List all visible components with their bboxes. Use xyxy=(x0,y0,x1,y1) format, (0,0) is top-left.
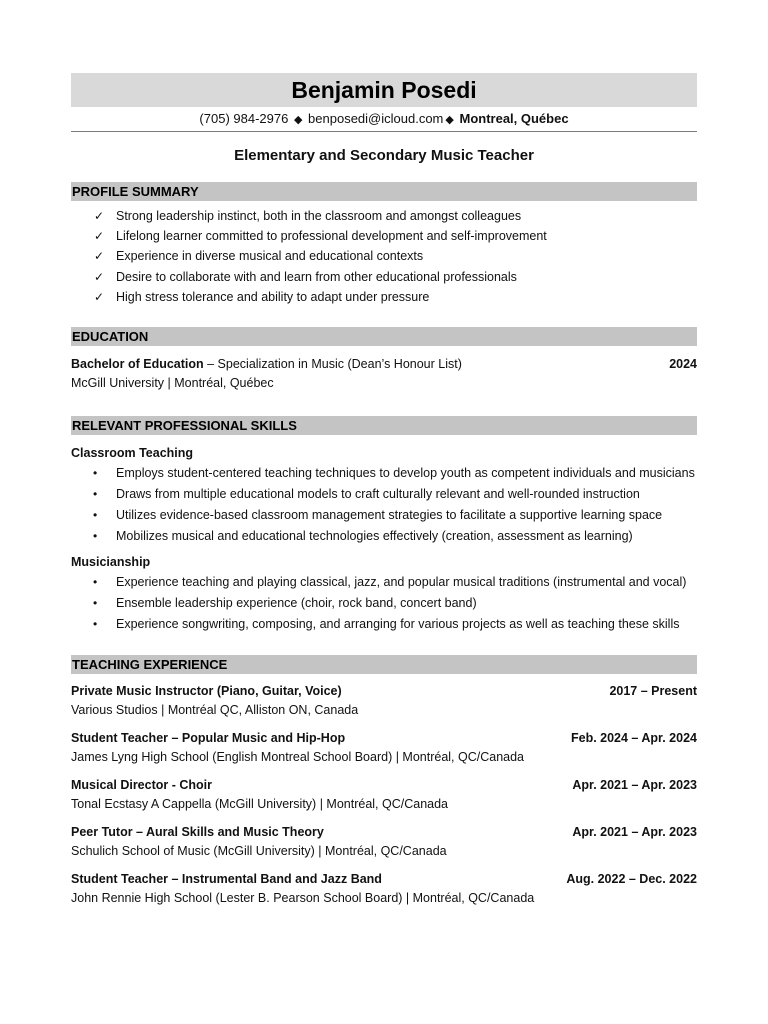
skill-item xyxy=(71,484,697,504)
job-entry xyxy=(71,776,697,815)
graduation-year: 2024 xyxy=(669,356,697,371)
section-heading-education: EDUCATION xyxy=(71,327,697,346)
bullet-icon: • xyxy=(93,616,98,631)
job-title: Student Teacher – Popular Music and Hip-Hop xyxy=(71,730,346,745)
job-header-row xyxy=(71,682,697,702)
bullet-icon: • xyxy=(93,595,98,610)
profile-item-text: Experience in diverse musical and educational contexts xyxy=(116,249,424,264)
job-place: Tonal Ecstasy A Cappella (McGill University) | Montréal, QC/Canada xyxy=(71,797,449,812)
job-header-row xyxy=(71,823,697,843)
jobs-list xyxy=(71,682,697,909)
bullet-icon: • xyxy=(93,486,98,501)
degree-line xyxy=(71,355,462,375)
job-title: Private Music Instructor (Piano, Guitar, Voice) xyxy=(71,683,342,698)
skill-item xyxy=(71,463,697,483)
professional-headline: Elementary and Secondary Music Teacher xyxy=(234,147,534,164)
education-section xyxy=(71,327,697,394)
checkmark-icon: ✓ xyxy=(94,249,105,264)
name-banner xyxy=(71,73,697,107)
diamond-separator-icon: ◆ xyxy=(293,114,303,126)
job-place: Various Studios | Montréal QC, Alliston ON, Canada xyxy=(71,703,359,718)
skill-item xyxy=(71,572,697,592)
bullet-icon: • xyxy=(93,507,98,522)
profile-item-text: Strong leadership instinct, both in the classroom and amongst colleagues xyxy=(116,209,522,223)
skill-item-text: Experience teaching and playing classical, jazz, and popular musical traditions (instrumental and vocal) xyxy=(116,574,687,589)
checkmark-icon: ✓ xyxy=(94,229,105,244)
skill-item-text: Utilizes evidence-based classroom management strategies to facilitate a supportive learning space xyxy=(116,507,663,522)
contact-line xyxy=(71,107,697,132)
skill-group xyxy=(71,443,697,546)
profile-item xyxy=(71,267,697,287)
skill-item xyxy=(71,505,697,525)
job-dates: Apr. 2021 – Apr. 2023 xyxy=(572,777,697,792)
profile-item xyxy=(71,206,697,226)
skill-group-title: Classroom Teaching xyxy=(71,445,194,460)
skill-group-title: Musicianship xyxy=(71,554,151,569)
diamond-separator-icon: ◆ xyxy=(445,114,454,126)
checkmark-icon: ✓ xyxy=(94,209,105,223)
city-location: Montreal, Québec xyxy=(459,111,569,126)
job-entry xyxy=(71,682,697,721)
job-place: John Rennie High School (Lester B. Pearson School Board) | Montréal, QC/Canada xyxy=(71,891,535,906)
profile-list xyxy=(71,206,697,307)
skill-item xyxy=(71,593,697,613)
skill-list xyxy=(71,572,697,634)
job-dates: 2017 – Present xyxy=(609,683,697,698)
skill-group xyxy=(71,552,697,634)
job-title: Peer Tutor – Aural Skills and Music Theory xyxy=(71,824,324,839)
profile-item xyxy=(71,287,697,307)
checkmark-icon: ✓ xyxy=(94,289,105,304)
school-name: McGill University | Montréal, Québec xyxy=(71,376,274,391)
job-place: Schulich School of Music (McGill University) | Montréal, QC/Canada xyxy=(71,844,447,859)
job-dates: Apr. 2021 – Apr. 2023 xyxy=(572,824,697,839)
skill-item-text: Ensemble leadership experience (choir, rock band, concert band) xyxy=(116,595,477,610)
skill-item-text: Employs student-centered teaching techniques to develop youth as competent individuals and musicians xyxy=(116,465,695,480)
skills-groups xyxy=(71,443,697,634)
profile-item xyxy=(71,246,697,266)
phone-number: (705) 984-2976 xyxy=(199,111,289,126)
job-dates: Aug. 2022 – Dec. 2022 xyxy=(566,871,697,886)
checkmark-icon: ✓ xyxy=(94,269,105,284)
job-place: James Lyng High School (English Montreal School Board) | Montréal, QC/Canada xyxy=(71,750,525,765)
candidate-name: Benjamin Posedi xyxy=(291,76,477,103)
profile-item-text: Desire to collaborate with and learn from other educational professionals xyxy=(116,269,517,284)
job-title: Student Teacher – Instrumental Band and Jazz Band xyxy=(71,871,382,886)
degree-detail: – Specialization in Music (Dean’s Honour List) xyxy=(203,356,462,371)
skill-item-text: Mobilizes musical and educational technologies effectively (creation, assessment as learning) xyxy=(116,528,633,543)
degree-row xyxy=(71,355,697,375)
skill-item xyxy=(71,526,697,546)
skills-section xyxy=(71,416,697,634)
job-entry xyxy=(71,823,697,862)
job-header-row xyxy=(71,776,697,796)
bullet-icon: • xyxy=(93,465,98,480)
job-header-row xyxy=(71,870,697,890)
email-address: benposedi@icloud.com xyxy=(308,111,444,126)
section-heading-skills: RELEVANT PROFESSIONAL SKILLS xyxy=(71,416,697,435)
resume-page xyxy=(71,73,697,917)
job-header-row xyxy=(71,729,697,749)
skill-item xyxy=(71,614,697,634)
job-dates: Feb. 2024 – Apr. 2024 xyxy=(570,730,697,745)
section-heading-experience: TEACHING EXPERIENCE xyxy=(71,655,697,674)
bullet-icon: • xyxy=(93,574,98,589)
job-entry xyxy=(71,870,697,909)
profile-summary-section xyxy=(71,182,697,307)
profile-item-text: Lifelong learner committed to professional development and self-improvement xyxy=(116,229,547,244)
job-title: Musical Director - Choir xyxy=(71,777,212,792)
job-entry xyxy=(71,729,697,768)
degree-name: Bachelor of Education xyxy=(71,356,204,371)
skill-item-text: Draws from multiple educational models to craft culturally relevant and well-rounded instruction xyxy=(116,486,640,501)
skill-item-text: Experience songwriting, composing, and arranging for various projects as well as teaching these skills xyxy=(116,616,680,631)
section-heading-profile: PROFILE SUMMARY xyxy=(71,182,697,201)
profile-item-text: High stress tolerance and ability to adapt under pressure xyxy=(116,289,430,304)
skill-list xyxy=(71,463,697,546)
experience-section xyxy=(71,655,697,909)
profile-item xyxy=(71,226,697,246)
bullet-icon: • xyxy=(93,528,98,543)
